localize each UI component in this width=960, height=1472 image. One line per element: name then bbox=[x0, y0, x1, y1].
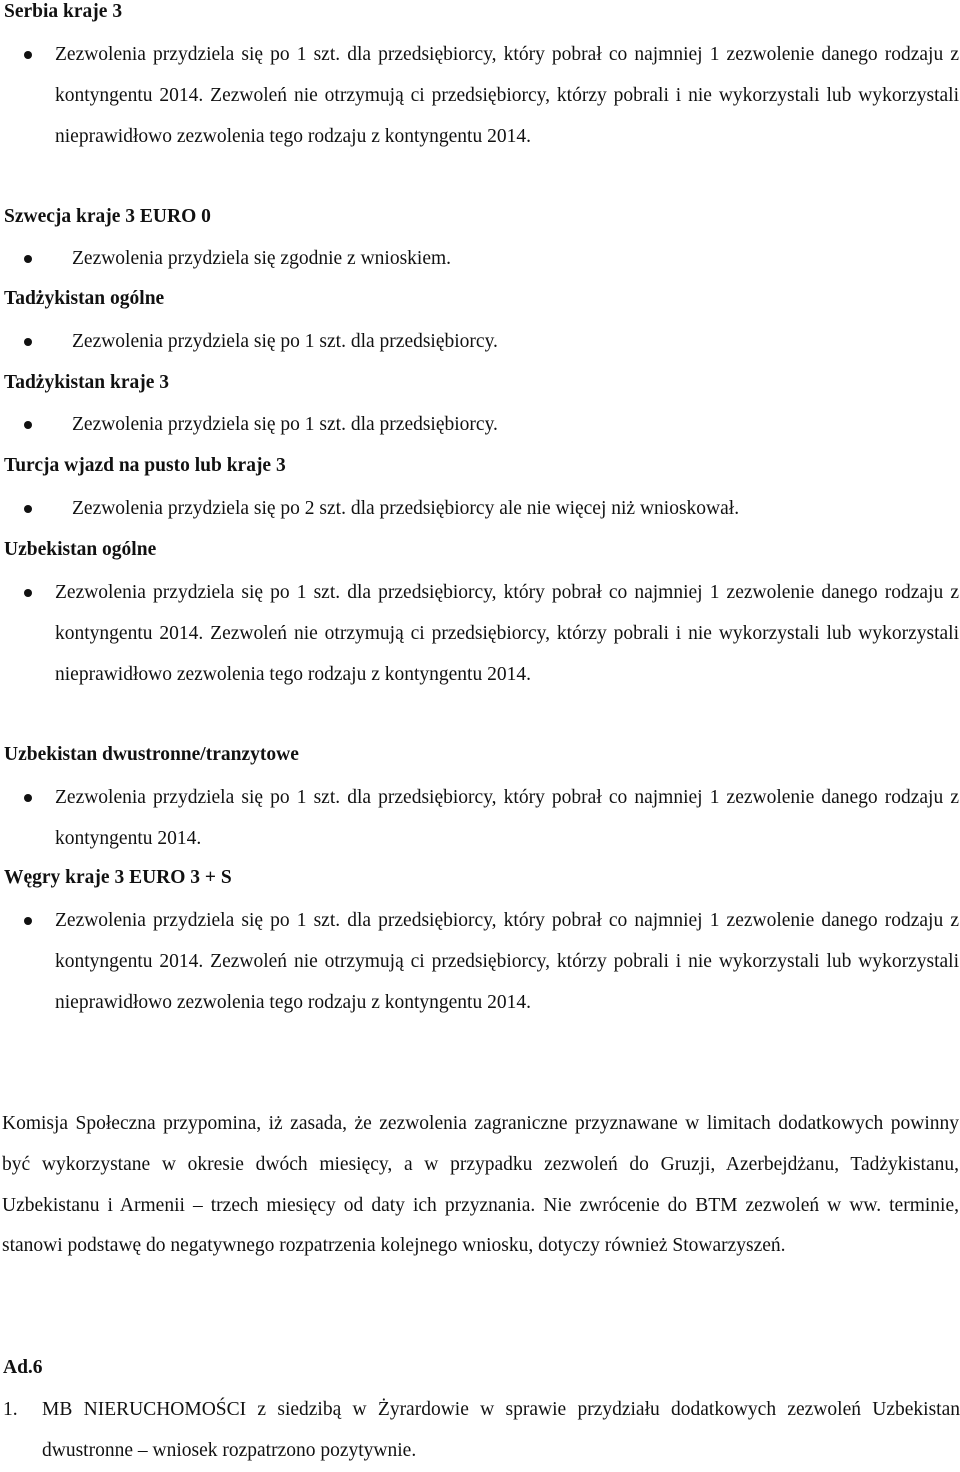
agenda-item-title: Ad.6 bbox=[3, 1357, 43, 1378]
bullet-icon bbox=[24, 338, 32, 346]
commission-paragraph: Komisja Społeczna przypomina, iż zasada, że zezwolenia zagraniczne przyznawane w limitach dodatkowych powinny być wykorzystane w okresie dwóch miesięcy, a w przypadku zezwoleń do Gruzji, Azerbejdżanu, Tadżykistanu, Uzbekistanu i Armenii – trzech miesięcy od daty ich przyznania. Nie zwrócenie do BTM zezwoleń w ww. terminie, stanowi podstawę do negatywnego rozpatrzenia kolejnego wniosku, dotyczy również Stowarzyszeń. bbox=[2, 1113, 959, 1257]
section-heading-wegry: Węgry kraje 3 EURO 3 + S bbox=[4, 867, 232, 888]
bullet-icon bbox=[24, 794, 32, 802]
section-item-uzbekistan-dwustronne: Zezwolenia przydziela się po 1 szt. dla przedsiębiorcy, który pobrał co najmniej 1 zezwolenie danego rodzaju z kontyngentu 2014. bbox=[55, 787, 959, 849]
bullet-icon bbox=[24, 917, 32, 925]
section-item-tadzykistan-kraje: Zezwolenia przydziela się po 1 szt. dla przedsiębiorcy. bbox=[72, 414, 498, 435]
list-number: 1. bbox=[3, 1399, 18, 1420]
section-heading-tadzykistan-kraje: Tadżykistan kraje 3 bbox=[4, 372, 170, 393]
section-item-tadzykistan-ogolne: Zezwolenia przydziela się po 1 szt. dla przedsiębiorcy. bbox=[72, 331, 498, 352]
section-item-uzbekistan-ogolne: Zezwolenia przydziela się po 1 szt. dla przedsiębiorcy, który pobrał co najmniej 1 zezwolenie danego rodzaju z kontyngentu 2014. Zezwoleń nie otrzymują ci przedsiębiorcy, którzy pobrali i nie wykorzystali lub wykorzystali nieprawidłowo zezwolenia tego rodzaju z kontyngentu 2014. bbox=[55, 582, 959, 685]
section-heading-uzbekistan-ogolne: Uzbekistan ogólne bbox=[4, 539, 157, 560]
section-item-wegry: Zezwolenia przydziela się po 1 szt. dla przedsiębiorcy, który pobrał co najmniej 1 zezwolenie danego rodzaju z kontyngentu 2014. Zezwoleń nie otrzymują ci przedsiębiorcy, którzy pobrali i nie wykorzystali lub wykorzystali nieprawidłowo zezwolenia tego rodzaju z kontyngentu 2014. bbox=[55, 910, 959, 1013]
section-item-szwecja: Zezwolenia przydziela się zgodnie z wnioskiem. bbox=[72, 248, 452, 269]
bullet-icon bbox=[24, 421, 32, 429]
bullet-icon bbox=[24, 505, 32, 513]
bullet-icon bbox=[24, 255, 32, 263]
section-heading-turcja: Turcja wjazd na pusto lub kraje 3 bbox=[4, 455, 286, 476]
section-heading-szwecja: Szwecja kraje 3 EURO 0 bbox=[4, 206, 211, 227]
section-heading-uzbekistan-dwustronne: Uzbekistan dwustronne/tranzytowe bbox=[4, 744, 299, 765]
section-heading-serbia: Serbia kraje 3 bbox=[4, 1, 123, 22]
section-item-serbia: Zezwolenia przydziela się po 1 szt. dla przedsiębiorcy, który pobrał co najmniej 1 zezwolenie danego rodzaju z kontyngentu 2014. Zezwoleń nie otrzymują ci przedsiębiorcy, którzy pobrali i nie wykorzystali lub wykorzystali nieprawidłowo zezwolenia tego rodzaju z kontyngentu 2014. bbox=[55, 44, 959, 147]
bullet-icon bbox=[24, 589, 32, 597]
list-item-text: MB NIERUCHOMOŚCI z siedzibą w Żyrardowie w sprawie przydziału dodatkowych zezwoleń Uzbekistan dwustronne – wniosek rozpatrzono pozytywnie. bbox=[42, 1399, 960, 1461]
section-heading-tadzykistan-ogolne: Tadżykistan ogólne bbox=[4, 288, 165, 309]
bullet-icon bbox=[24, 51, 32, 59]
section-item-turcja: Zezwolenia przydziela się po 2 szt. dla przedsiębiorcy ale nie więcej niż wnioskował. bbox=[72, 498, 740, 519]
